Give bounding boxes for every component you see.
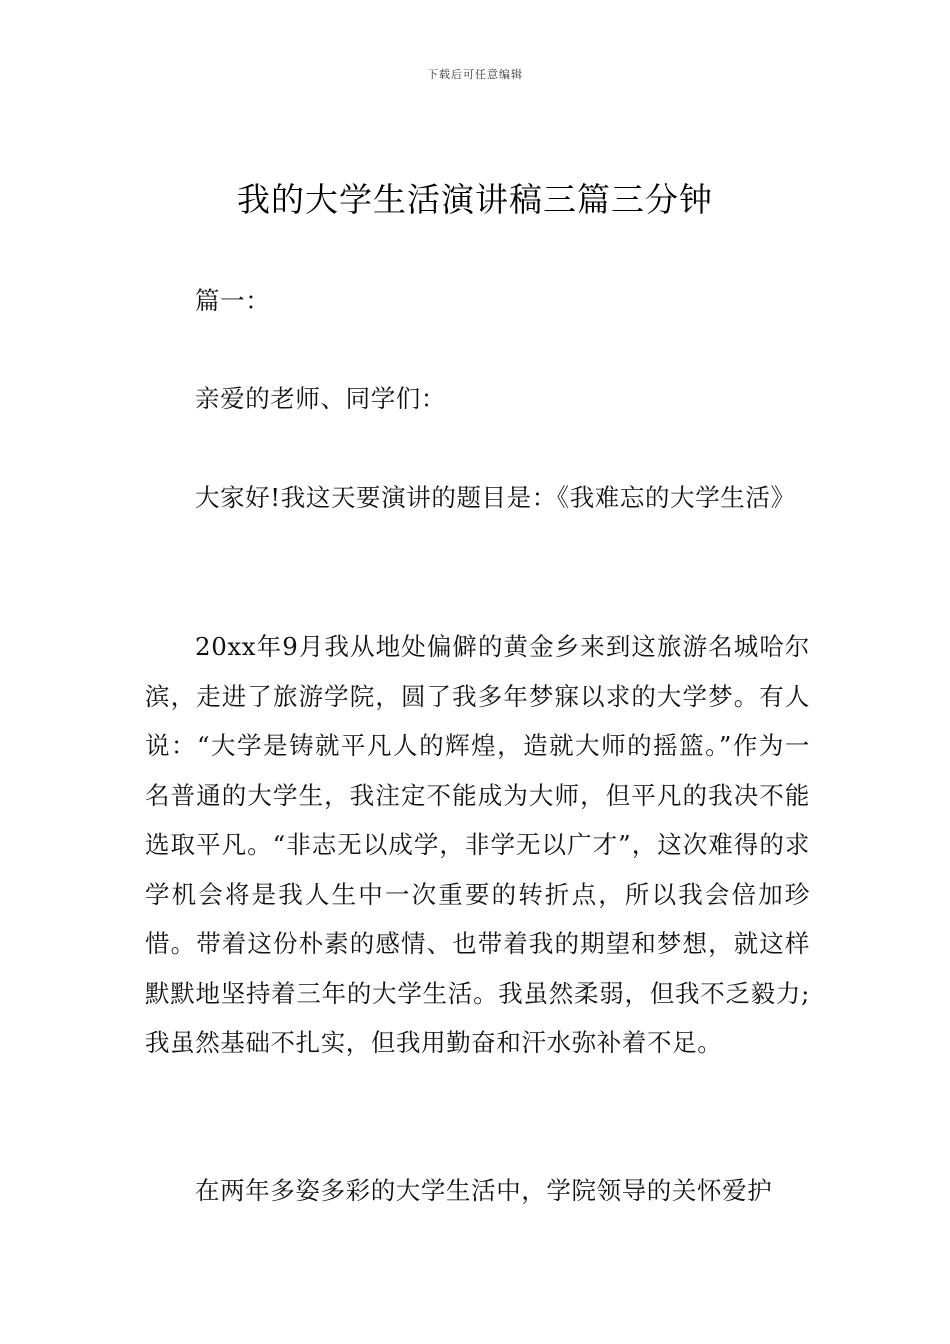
paragraph-intro: 大家好!我这天要演讲的题目是：《我难忘的大学生活》	[195, 483, 796, 512]
paragraph-continued: 在两年多姿多彩的大学生活中，学院领导的关怀爱护	[195, 1176, 773, 1205]
section-heading: 篇一：	[195, 286, 271, 315]
salutation: 亲爱的老师、同学们：	[195, 384, 446, 413]
paragraph-body: 20xx年9月我从地处偏僻的黄金乡来到这旅游名城哈尔滨，走进了旅游学院，圆了我多年梦寐以求的大学梦。有人说：“大学是铸就平凡人的辉煌，造就大师的摇篮。”作为一名普通的大学生，我注定不能成为大师，但平凡的我决不能选取平凡。“非志无以成学，非学无以广才”，这次难得的求学机会将是我人生中一次重要的转折点，所以我会倍加珍惜。带着这份朴素的感情、也带着我的期望和梦想，就这样默默地坚持着三年的大学生活。我虽然柔弱，但我不乏毅力;我虽然基础不扎实，但我用勤奋和汗水弥补着不足。	[145, 632, 810, 1057]
document-title: 我的大学生活演讲稿三篇三分钟	[237, 180, 713, 219]
header-note: 下载后可任意编辑	[427, 68, 523, 81]
